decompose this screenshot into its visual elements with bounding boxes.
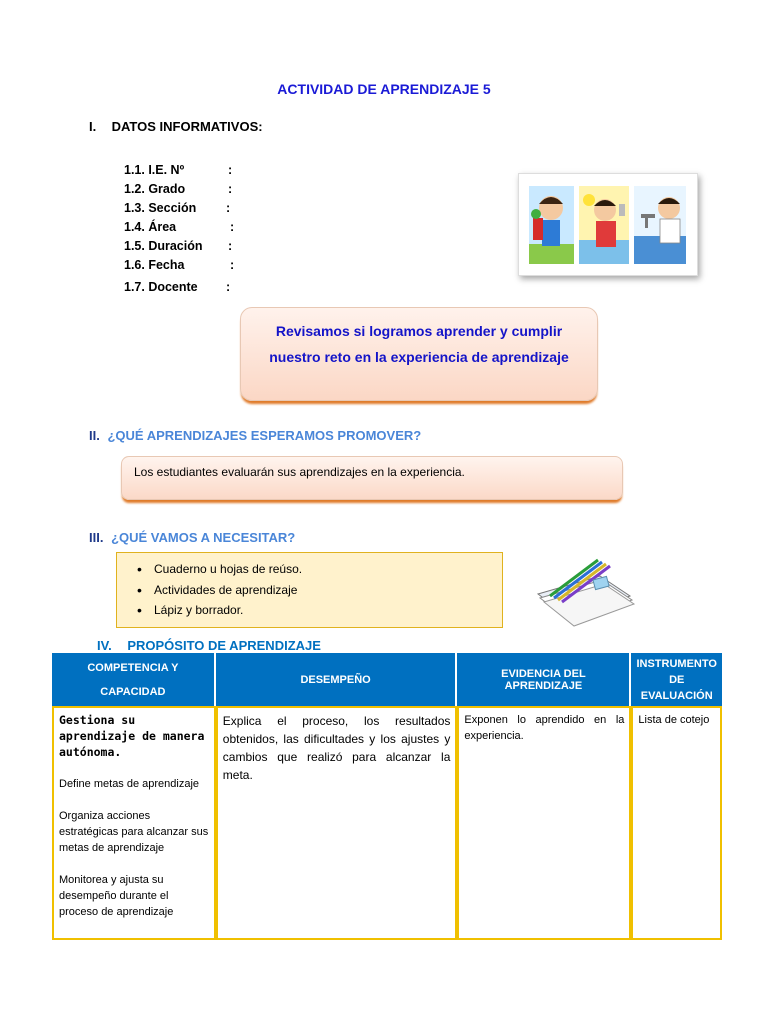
children-activities-illustration [518, 173, 698, 276]
cell-instrumento [631, 706, 722, 940]
header-desempeno: DESEMPEÑO [216, 653, 458, 706]
datos-row [124, 182, 233, 196]
cell-evidencia [457, 706, 631, 940]
materials-box [116, 552, 503, 628]
desempeno-text: Explica el proceso, los resultados obtenidos, las dificultades y los ajustes y cambios que realizó para alcanzar la meta. [222, 714, 451, 782]
aprendizajes-text: Los estudiantes evaluarán sus aprendizajes en la experiencia. [134, 465, 465, 479]
datos-colon: : [228, 163, 233, 177]
cell-competencia [52, 706, 216, 940]
datos-row [124, 201, 231, 215]
section-proposito-heading [97, 638, 321, 653]
proposito-table [52, 653, 722, 940]
section-heading-text: DATOS INFORMATIVOS: [111, 119, 263, 134]
list-item: • Cuaderno u hojas de reúso. [137, 559, 302, 580]
section-datos-heading [89, 119, 263, 134]
section-heading-text: PROPÓSITO DE APRENDIZAJE [127, 638, 321, 653]
page-title: ACTIVIDAD DE APRENDIZAJE 5 [277, 81, 491, 97]
header-competencia: COMPETENCIA Y CAPACIDAD [52, 653, 216, 706]
list-item: • Actividades de aprendizaje [137, 580, 302, 601]
capacidad-item: Define metas de aprendizaje [59, 778, 200, 790]
section-heading-text: ¿QUÉ APRENDIZAJES ESPERAMOS PROMOVER? [107, 428, 422, 443]
datos-label: 1.3. Sección [124, 201, 197, 215]
datos-colon: : [230, 220, 235, 234]
header-evidencia: EVIDENCIA DEL APRENDIZAJE [457, 653, 631, 706]
datos-row [124, 258, 235, 272]
cell-desempeno [216, 706, 458, 940]
datos-label: 1.4. Área [124, 220, 177, 234]
reto-banner [240, 307, 598, 401]
datos-label: 1.6. Fecha [124, 258, 185, 272]
section-number: III. [89, 530, 104, 545]
datos-label: 1.1. I.E. Nº [124, 163, 185, 177]
capacidad-item: Organiza acciones estratégicas para alcanzar sus metas de aprendizaje [59, 810, 209, 854]
datos-row [124, 220, 235, 234]
pencils-and-papers-illustration [530, 552, 638, 632]
datos-label: 1.2. Grado [124, 182, 186, 196]
pencils-graphic [530, 552, 638, 632]
header-instrumento: INSTRUMENTO DE EVALUACIÓN [631, 653, 722, 706]
datos-row [124, 239, 233, 253]
section-number: I. [89, 119, 97, 134]
datos-label: 1.7. Docente [124, 280, 198, 294]
section-number: II. [89, 428, 100, 443]
datos-colon: : [226, 201, 231, 215]
evidencia-text: Exponen lo aprendido en la experiencia. [464, 714, 625, 742]
capacidad-item: Monitorea y ajusta su desempeño durante el proceso de aprendizaje [59, 874, 174, 918]
datos-colon: : [228, 182, 233, 196]
table-row [52, 706, 722, 940]
materials-list [137, 559, 302, 621]
datos-colon: : [230, 258, 235, 272]
datos-label: 1.5. Duración [124, 239, 203, 253]
reto-text: Revisamos si logramos aprender y cumplir nuestro reto en la experiencia de aprendizaje [269, 323, 569, 365]
datos-colon: : [226, 280, 231, 294]
section-heading-text: ¿QUÉ VAMOS A NECESITAR? [111, 530, 296, 545]
datos-row [124, 280, 231, 294]
aprendizajes-box [121, 456, 623, 500]
children-illustration-graphic [519, 174, 697, 275]
instrumento-text: Lista de cotejo [638, 714, 710, 726]
list-item: • Lápiz y borrador. [137, 600, 302, 621]
section-aprendizajes-heading [89, 428, 421, 443]
competencia-title: Gestiona su aprendizaje de manera autónoma. [59, 713, 205, 759]
section-number: IV. [97, 638, 112, 653]
section-necesitar-heading [89, 530, 295, 545]
table-header-row [52, 653, 722, 706]
datos-row [124, 163, 233, 177]
datos-colon: : [228, 239, 233, 253]
